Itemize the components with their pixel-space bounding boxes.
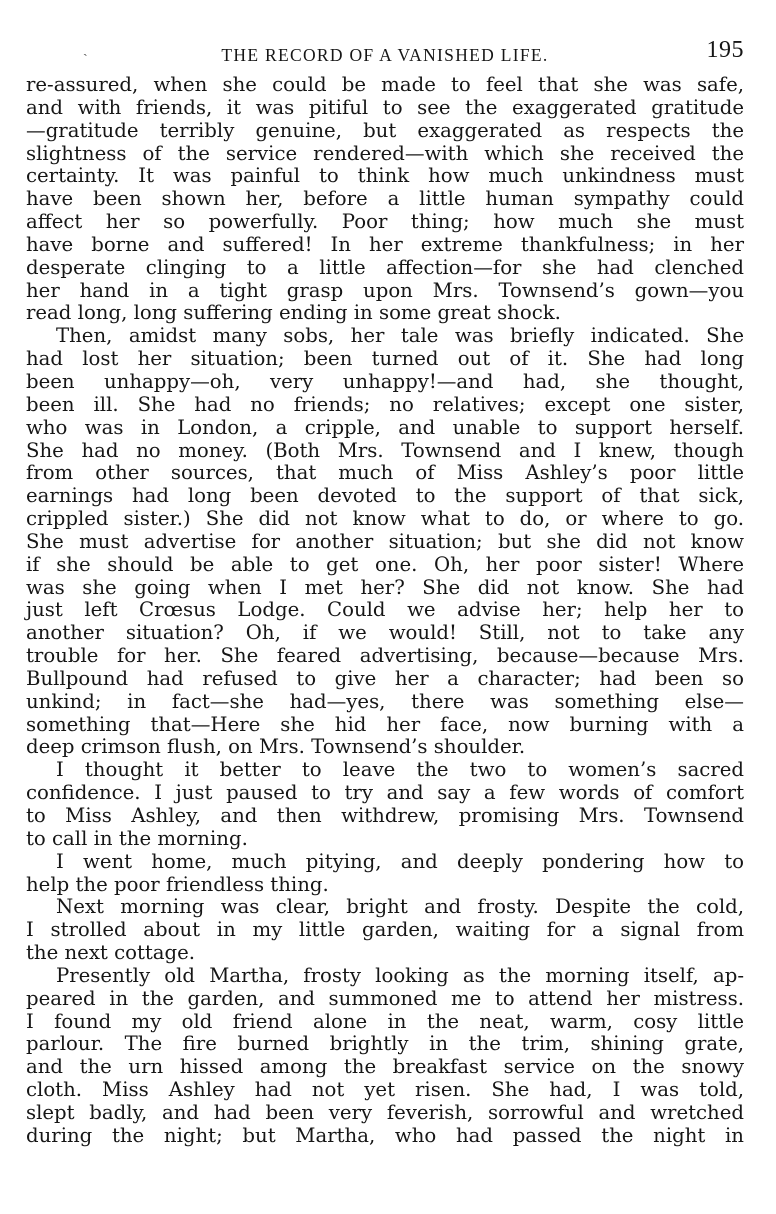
text-line: and with friends, it was pitiful to see the exaggerated gratitude bbox=[26, 95, 744, 119]
text-line: I thought it better to leave the two to women’s sacred bbox=[56, 758, 744, 782]
text-line: during the night; but Martha, who had passed the night in bbox=[26, 1123, 744, 1147]
text-line: crippled sister.) She did not know what to do, or where to go. bbox=[26, 507, 744, 531]
text-line: re-assured, when she could be made to feel that she was safe, bbox=[26, 73, 744, 96]
text-line: She had no money. (Both Mrs. Townsend and I knew, though bbox=[26, 438, 744, 462]
text-line: trouble for her. She feared advertising, because—because Mrs. bbox=[26, 644, 744, 668]
text-line: been unhappy—oh, very unhappy!—and had, she thought, bbox=[26, 369, 744, 393]
text-line: just left Crœsus Lodge. Could we advise her; help her to bbox=[26, 598, 744, 622]
text-line: Bullpound had refused to give her a character; had been so bbox=[26, 666, 744, 690]
text-line: affect her so powerfully. Poor thing; how much she must bbox=[26, 210, 744, 234]
running-header bbox=[26, 38, 744, 74]
text-line: another situation? Oh, if we would! Still, not to take any bbox=[26, 621, 744, 645]
text-line: help the poor friendless thing. bbox=[26, 872, 329, 896]
text-line: to call in the morning. bbox=[26, 826, 248, 850]
text-line: I strolled about in my little garden, waiting for a signal from bbox=[26, 918, 744, 942]
page-number: 195 bbox=[706, 37, 744, 63]
text-line: I found my old friend alone in the neat, warm, cosy little bbox=[26, 1009, 744, 1033]
text-line: who was in London, a cripple, and unable to support herself. bbox=[26, 415, 744, 439]
text-line: deep crimson flush, on Mrs. Townsend’s shoulder. bbox=[26, 735, 526, 759]
text-line: desperate clinging to a little affection—for she had clenched bbox=[26, 255, 744, 279]
text-line: had lost her situation; been turned out of it. She had long bbox=[26, 347, 744, 371]
printer-mark: ˏ bbox=[83, 42, 88, 57]
running-title: THE RECORD OF A VANISHED LIFE. bbox=[221, 45, 549, 65]
text-line: and the urn hissed among the breakfast service on the snowy bbox=[26, 1055, 744, 1079]
text-line: to Miss Ashley, and then withdrew, promising Mrs. Townsend bbox=[26, 804, 744, 827]
body-text bbox=[26, 74, 744, 1148]
text-line: from other sources, that much of Miss Ashley’s poor little bbox=[26, 461, 744, 485]
text-line: unkind; in fact—she had—yes, there was something else— bbox=[26, 689, 744, 713]
text-line: parlour. The fire burned brightly in the trim, shining grate, bbox=[26, 1032, 744, 1056]
book-page bbox=[26, 38, 744, 1148]
text-line: Then, amidst many sobs, her tale was briefly indicated. She bbox=[56, 324, 744, 348]
text-line: slightness of the service rendered—with which she received the bbox=[26, 141, 744, 165]
text-line: Next morning was clear, bright and frosty. Despite the cold, bbox=[56, 895, 744, 919]
text-line: slept badly, and had been very feverish, sorrowful and wretched bbox=[26, 1100, 744, 1124]
text-line: —gratitude terribly genuine, but exaggerated as respects the bbox=[26, 118, 744, 142]
text-line: peared in the garden, and summoned me to attend her mistress. bbox=[26, 986, 744, 1010]
text-line: I went home, much pitying, and deeply pondering how to bbox=[56, 849, 744, 873]
text-line: certainty. It was painful to think how much unkindness must bbox=[26, 164, 744, 188]
text-line: something that—Here she hid her face, now burning with a bbox=[26, 712, 744, 736]
text-line: cloth. Miss Ashley had not yet risen. She had, I was told, bbox=[26, 1078, 744, 1102]
text-line: earnings had long been devoted to the support of that sick, bbox=[26, 484, 744, 508]
text-line: was she going when I met her? She did not know. She had bbox=[26, 575, 744, 599]
text-line: read long, long suffering ending in some great shock. bbox=[26, 301, 561, 325]
text-line: confidence. I just paused to try and say a few words of comfort bbox=[26, 781, 744, 805]
text-line: have been shown her, before a little human sympathy could bbox=[26, 187, 744, 211]
text-line: She must advertise for another situation; but she did not know bbox=[26, 529, 744, 553]
text-line: been ill. She had no friends; no relatives; except one sister, bbox=[26, 392, 744, 416]
text-line: the next cottage. bbox=[26, 941, 196, 965]
text-line: if she should be able to get one. Oh, her poor sister! Where bbox=[26, 552, 744, 576]
text-line: have borne and suffered! In her extreme thankfulness; in her bbox=[26, 232, 744, 256]
text-line: her hand in a tight grasp upon Mrs. Townsend’s gown—you bbox=[26, 278, 744, 302]
text-line: Presently old Martha, frosty looking as the morning itself, ap- bbox=[56, 963, 744, 987]
